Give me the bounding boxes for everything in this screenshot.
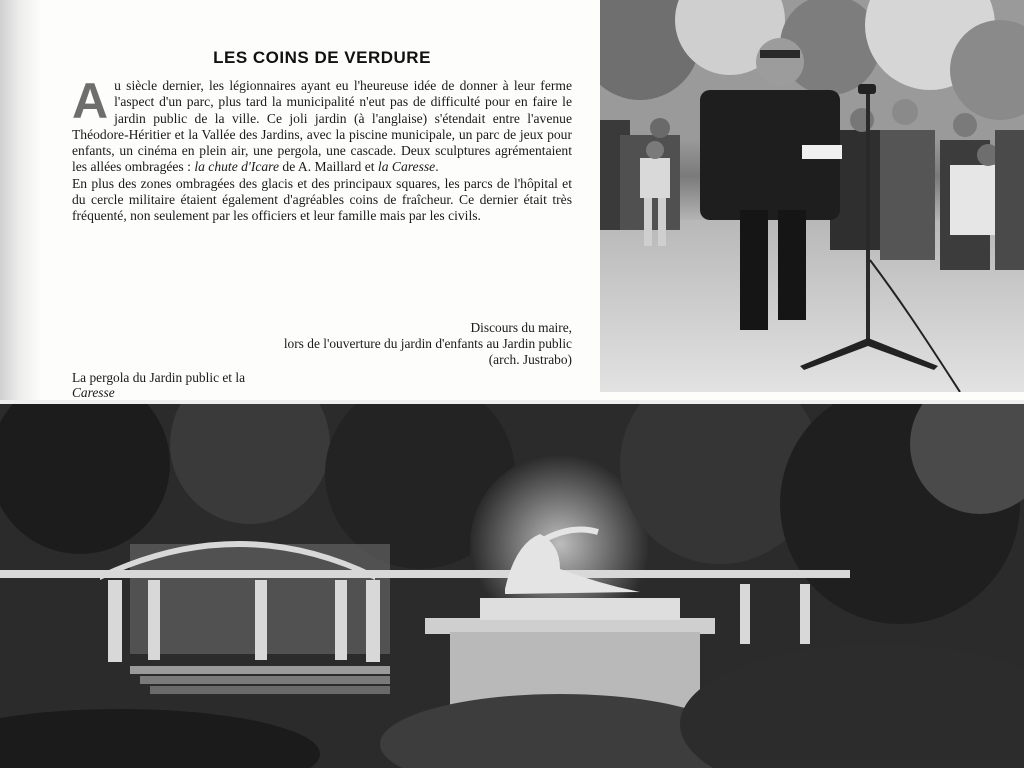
pergola-caption-text-a: La pergola du Jardin public et la xyxy=(72,370,246,385)
paragraph-1-text-a: u siècle dernier, les légionnaires ayant eu l'heureuse idée de donner à leur ferme l'aspect d'un parc, plus tard la municipalité n'eut pas de difficulté pour en faire le jardin public de la ville. Ce joli jardin (à l'anglaise) s'étendait entre l'avenue Théodore-Héritier et la Vallée des Jardins, avec la piscine municipale, un parc de jeux pour enfants, un cinéma en plein air, une pergola, une cascade. Deux sculptures agrémentaient les allées ombragées : xyxy=(72,78,572,175)
pergola-photo-illustration xyxy=(0,404,1024,768)
sculpture-title-caresse: la Caresse xyxy=(377,159,436,175)
article-text-column xyxy=(72,48,572,225)
speech-caption-line-1: Discours du maire, xyxy=(470,320,572,335)
speech-photo-caption xyxy=(72,320,572,368)
speech-caption-credit: (arch. Justrabo) xyxy=(488,352,572,367)
speech-photo-illustration xyxy=(600,0,1024,392)
article-body xyxy=(72,73,572,225)
sculpture-title-icare: la chute d'Icare xyxy=(194,159,280,175)
pergola-photo xyxy=(0,404,1024,768)
binding-gutter xyxy=(0,0,42,404)
article-title: LES COINS DE VERDURE xyxy=(213,48,431,67)
paragraph-2: En plus des zones ombragées des glacis et des principaux squares, les parcs de l'hôpital et du cercle militaire étaient également d'agréables coins de fraîcheur. Ce dernier était très fréquenté, non seulement par les officiers et leur famille mais par les civils. xyxy=(72,175,572,224)
speech-photo xyxy=(600,0,1024,392)
paragraph-1-text-b: de A. Maillard et xyxy=(279,159,378,175)
drop-cap: A xyxy=(72,73,109,129)
paragraph-1 xyxy=(72,73,572,176)
pergola-caption-italic: Caresse xyxy=(72,385,115,400)
paragraph-1-text-c: . xyxy=(435,159,439,175)
speech-caption-line-2: lors de l'ouverture du jardin d'enfants au Jardin public xyxy=(283,336,572,351)
